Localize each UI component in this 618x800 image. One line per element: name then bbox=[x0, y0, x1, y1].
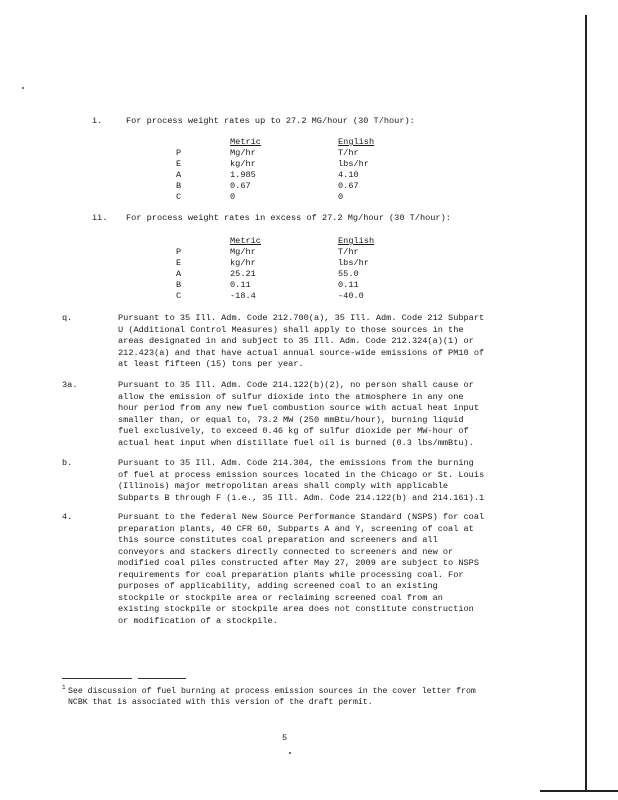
para-3a-label: 3a. bbox=[62, 380, 78, 390]
item-i-text: For process weight rates up to 27.2 MG/hour (30 T/hour): bbox=[126, 116, 415, 126]
footnote-text: See discussion of fuel burning at process emission sources in the cover letter from NCBK that is associated with this version of the draft permit. bbox=[68, 687, 476, 707]
metric-header: Metric bbox=[230, 137, 261, 147]
scan-speck bbox=[289, 752, 291, 754]
table-i-header bbox=[176, 137, 416, 148]
para-4-label: 4. bbox=[62, 512, 73, 522]
scan-speck bbox=[22, 87, 24, 89]
table-row: P Mg/hr T/hr bbox=[176, 247, 359, 257]
table-row: E kg/hr lbs/hr bbox=[176, 159, 369, 169]
table-row: C -18.4 -40.0 bbox=[176, 291, 364, 301]
item-ii-text: For process weight rates in excess of 27.2 Mg/hour (30 T/hour): bbox=[126, 213, 451, 223]
table-ii-header bbox=[176, 236, 416, 247]
metric-header: Metric bbox=[230, 236, 261, 246]
footnote-rule bbox=[138, 678, 186, 679]
para-3a: Pursuant to 35 Ill. Adm. Code 214.122(b)(2), no person shall cause or allow the emission of sulfur dioxide into the atmosphere in any one hour period from any new fuel combustion source with actual heat input smaller than, or equal to, 73.2 MW (250 mmBtu/hour), burning liquid fuel exclusively, to exceed 0.46 kg of sulfur dioxide per MW-hour of actual heat input when distillate fuel oil is burned (0.3 lbs/mmBtu). bbox=[118, 380, 479, 448]
bottom-margin-line bbox=[540, 790, 618, 792]
table-row: A 1.985 4.10 bbox=[176, 170, 359, 180]
table-row: P Mg/hr T/hr bbox=[176, 148, 359, 158]
page-number: 5 bbox=[282, 733, 288, 743]
para-q-label: q. bbox=[62, 313, 73, 323]
table-row: B 0.11 0.11 bbox=[176, 280, 359, 290]
english-header: English bbox=[338, 236, 375, 246]
english-header: English bbox=[338, 137, 375, 147]
item-i-label: i. bbox=[92, 116, 103, 126]
footnote-marker: 1 bbox=[62, 684, 66, 691]
para-q: Pursuant to 35 Ill. Adm. Code 212.700(a), 35 Ill. Adm. Code 212 Subpart U (Additional Control Measures) shall apply to those sources in the areas designated in and subject to 35 Ill. Adm. Code 212.324(a)(1) or 212.423(a) and that have actual annual source-wide emissions of PM10 of at least fifteen (15) tons per year. bbox=[118, 313, 485, 369]
table-row: C 0 0 bbox=[176, 192, 344, 202]
footnote-rule bbox=[62, 678, 132, 679]
para-4: Pursuant to the federal New Source Performance Standard (NSPS) for coal preparation plants, 40 CFR 60, Subparts A and Y, screening of coal at this source constitutes coal preparation and screeners and all conveyors and stackers directly connected to screeners and new or modified coal piles constructed after May 27, 2009 are subject to NSPS requirements for coal preparation plants while processing coal. For purposes of applicability, adding screened coal to an existing stockpile or stockpile area or reclaiming screened coal from an existing stockpile or stockpile area does not constitute construction or modification of a stockpile. bbox=[118, 512, 485, 626]
item-ii-label: ii. bbox=[92, 213, 108, 223]
table-row: B 0.67 0.67 bbox=[176, 181, 359, 191]
para-b: Pursuant to 35 Ill. Adm. Code 214.304, the emissions from the burning of fuel at process emission sources located in the Chicago or St. Louis (Illinois) major metropolitan areas shall comply with applicable Subparts B through F (i.e., 35 Ill. Adm. Code 214.122(b) and 214.161).1 bbox=[118, 458, 485, 503]
table-row: E kg/hr lbs/hr bbox=[176, 258, 369, 268]
right-margin-line bbox=[585, 15, 587, 790]
para-b-label: b. bbox=[62, 458, 73, 468]
table-row: A 25.21 55.0 bbox=[176, 269, 359, 279]
